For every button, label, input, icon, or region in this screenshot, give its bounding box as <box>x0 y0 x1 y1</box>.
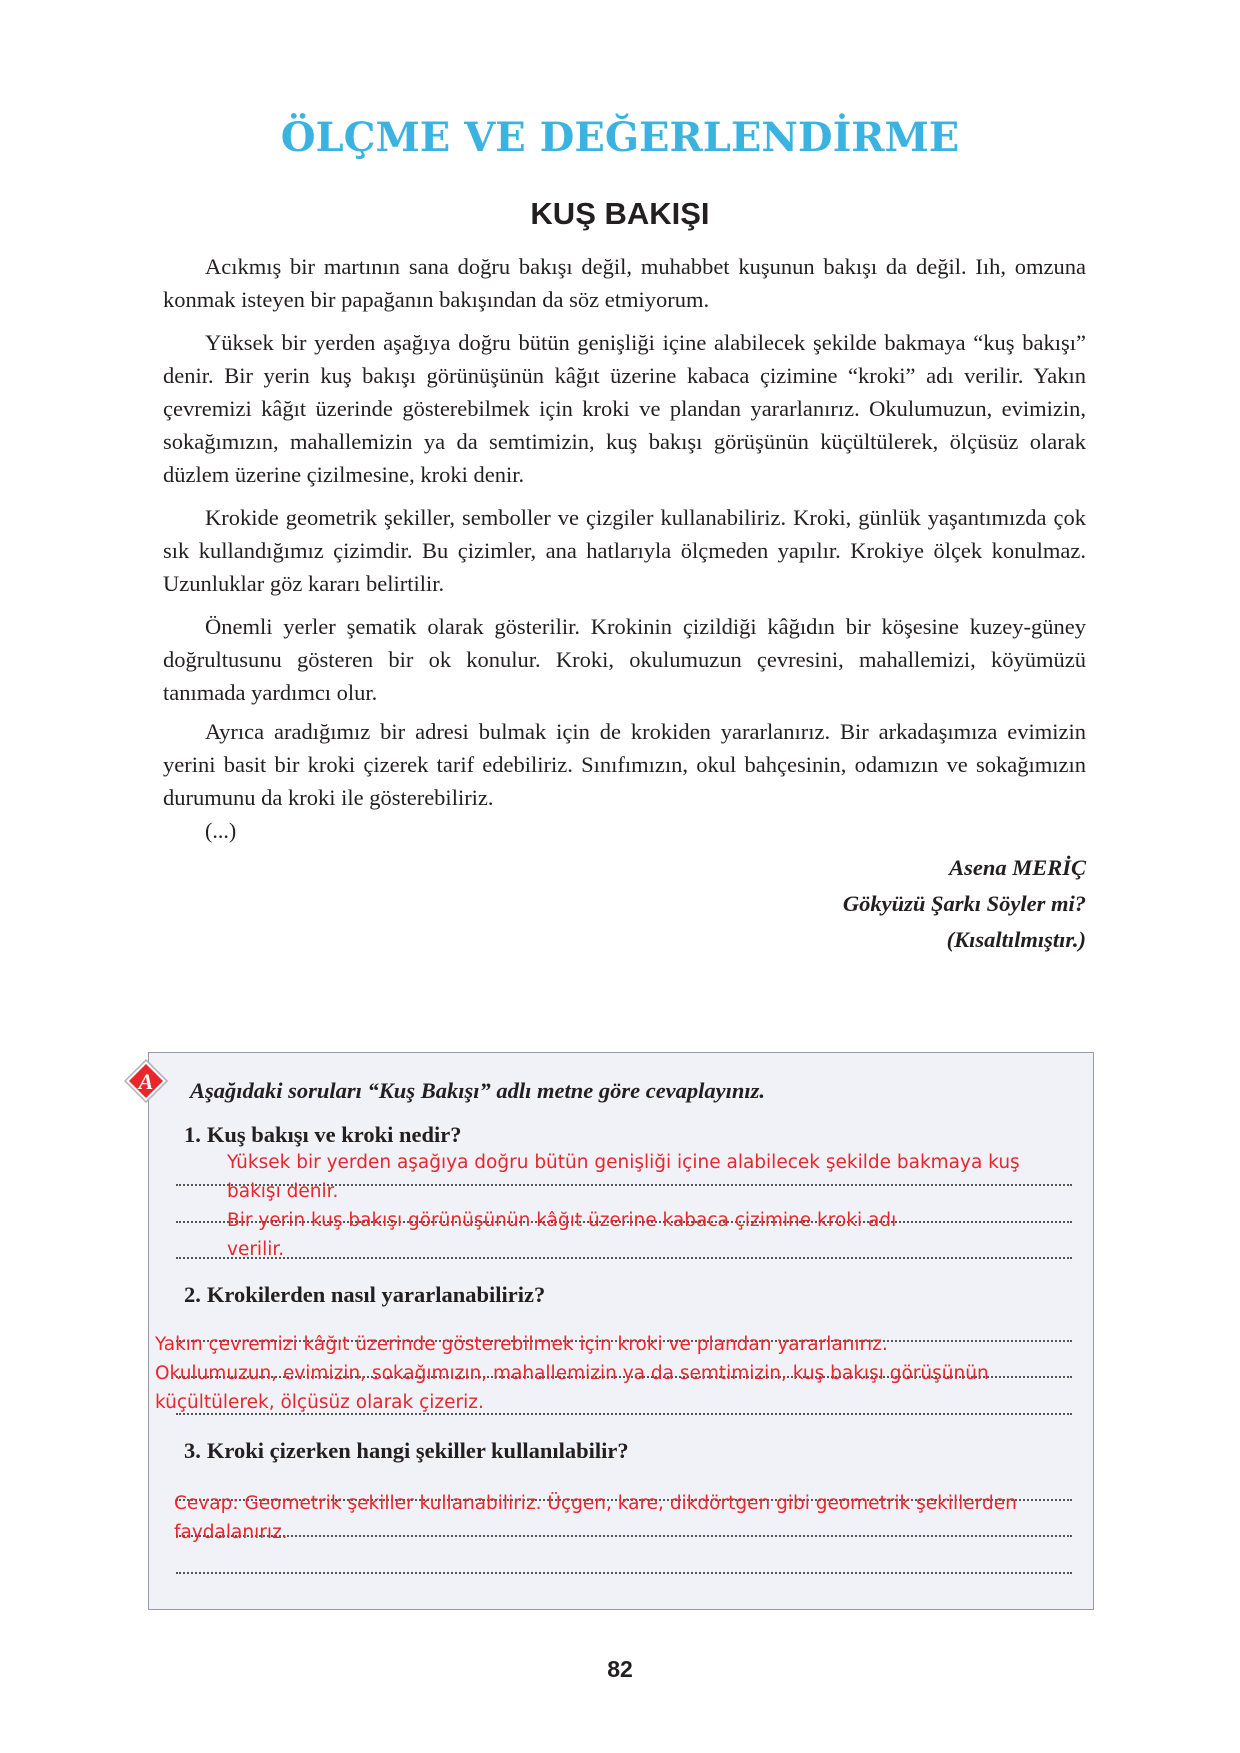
question-3 <box>184 1438 629 1464</box>
story-text <box>163 250 1086 814</box>
book-title: Gökyüzü Şarkı Söyler mi? <box>842 891 1086 916</box>
abridged-note: (Kısaltılmıştır.) <box>946 927 1086 952</box>
question-1 <box>184 1122 462 1148</box>
answer-1-line-4: verilir. <box>227 1239 285 1260</box>
story-paragraph-2: Yüksek bir yerden aşağıya doğru bütün genişliği içine alabilecek şekilde bakmaya “kuş bakışı” denir. Bir yerin kuş bakışı görünüşünün kâğıt üzerine kabaca çizimine “kroki” adı verilir. Yakın çevremizi kâğıt üzerinde gösterebilmek için kroki ve plandan yararlanırız. Okulumuzun, evimizin, sokağımızın, mahallemizin ya da semtimizin, kuş bakışı görüşünün küçültülerek, ölçüsüz olarak düzlem üzerine çizilmesine, kroki denir. <box>163 330 1086 487</box>
badge-a-icon <box>123 1058 169 1104</box>
story-paragraph-3: Krokide geometrik şekiller, semboller ve çizgiler kullanabiliriz. Kroki, günlük yaşantımızda çok sık kullandığımız çizimdir. Bu çizimler, ana hatlarıyla ölçmeden yapılır. Krokiye ölçek konulmaz. Uzunluklar göz kararı belirtilir. <box>163 505 1086 596</box>
answer-2-line-2: Okulumuzun, evimizin, sokağımızın, mahallemizin ya da semtimizin, kuş bakışı görüşünün <box>155 1363 989 1384</box>
answer-1-line-2: bakışı denir. <box>227 1181 339 1202</box>
answer-line <box>176 1572 1072 1574</box>
question-2-text: Krokilerden nasıl yararlanabiliriz? <box>206 1282 546 1307</box>
story-paragraph-4: Önemli yerler şematik olarak gösterilir. Krokinin çizildiği kâğıdın bir köşesine kuzey-güney doğrultusunu gösteren bir ok konulur. Kroki, okulumuzun çevresini, mahallemizi, köyümüzü tanımada yardımcı olur. <box>163 614 1086 705</box>
answer-2-line-1: Yakın çevremizi kâğıt üzerinde gösterebilmek için kroki ve plandan yararlanırız. <box>155 1334 888 1355</box>
question-1-text: Kuş bakışı ve kroki nedir? <box>206 1122 462 1147</box>
question-3-text: Kroki çizerken hangi şekiller kullanılabilir? <box>206 1438 629 1463</box>
exercise-instruction: Aşağıdaki soruları “Kuş Bakışı” adlı metne göre cevaplayınız. <box>190 1078 766 1103</box>
answer-line <box>176 1535 1072 1537</box>
answer-3-line-1: Cevap: Geometrik şekiller kullanabiliriz. Üçgen, kare, dikdörtgen gibi geometrik şekillerden <box>174 1493 1017 1514</box>
question-2 <box>184 1282 545 1308</box>
question-1-number: 1. <box>184 1122 201 1147</box>
answer-3-line-2: faydalanırız. <box>174 1522 288 1543</box>
badge-letter: A <box>138 1069 154 1094</box>
answer-line <box>176 1257 1072 1259</box>
answer-1-line-3: Bir yerin kuş bakışı görünüşünün kâğıt üzerine kabaca çizimine kroki adı <box>227 1210 897 1231</box>
author-name: Asena MERİÇ <box>949 855 1086 880</box>
story-title: KUŞ BAKIŞI <box>530 196 710 231</box>
story-credits <box>843 850 1086 958</box>
section-title: ÖLÇME VE DEĞERLENDİRME <box>280 114 960 161</box>
answer-2-line-3: küçültülerek, ölçüsüz olarak çizeriz. <box>155 1392 484 1413</box>
story-paragraph-1: Acıkmış bir martının sana doğru bakışı değil, muhabbet kuşunun bakışı da değil. Iıh, omzuna konmak isteyen bir papağanın bakışından da söz etmiyorum. <box>163 254 1086 312</box>
question-2-number: 2. <box>184 1282 201 1307</box>
page-number: 82 <box>607 1656 633 1682</box>
story-ellipsis: (...) <box>205 818 237 843</box>
story-paragraph-5: Ayrıca aradığımız bir adresi bulmak için de krokiden yararlanırız. Bir arkadaşımıza evimizin yerini basit bir kroki çizerek tarif edebiliriz. Sınıfımızın, okul bahçesinin, odamızın ve sokağımızın durumunu da kroki ile gösterebiliriz. <box>163 719 1086 810</box>
answer-1-line-1: Yüksek bir yerden aşağıya doğru bütün genişliği içine alabilecek şekilde bakmaya kuş <box>227 1152 1020 1173</box>
question-3-number: 3. <box>184 1438 201 1463</box>
